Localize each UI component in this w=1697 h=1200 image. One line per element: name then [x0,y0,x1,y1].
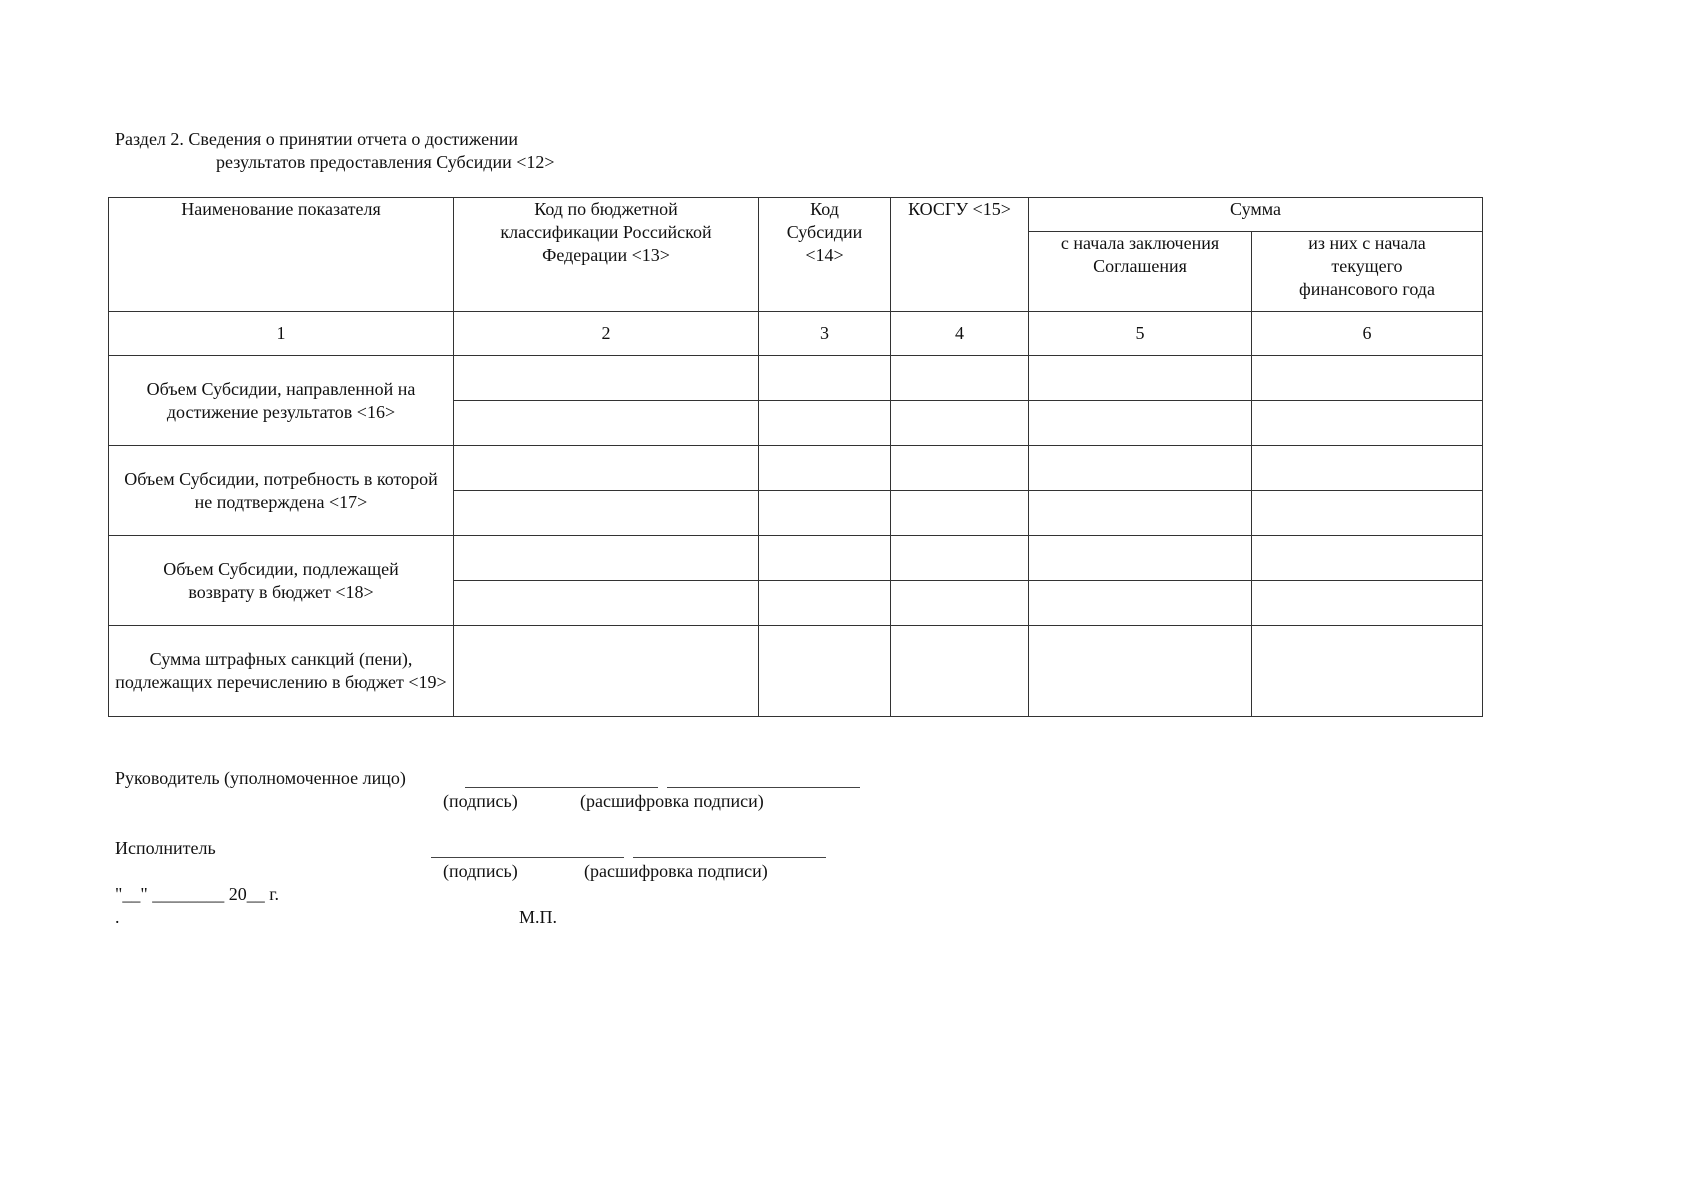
table-cell[interactable] [454,626,759,717]
table-cell[interactable] [1029,626,1252,717]
table-cell[interactable] [1252,401,1483,446]
head-decode-line[interactable] [667,787,860,788]
executor-label: Исполнитель [115,838,216,858]
stamp-placeholder: М.П. [519,907,558,927]
table-cell[interactable] [891,536,1029,581]
table-cell[interactable] [759,626,891,717]
report-table [108,197,1483,717]
executor-signature-caption: (подпись) [443,861,518,881]
head-signature-caption: (подпись) [443,791,518,811]
table-cell[interactable] [1252,491,1483,536]
table-cell[interactable] [1252,446,1483,491]
table-cell[interactable] [1252,581,1483,626]
row-label-penalties: Сумма штрафных санкций (пени), подлежащих перечислению в бюджет <19> [109,626,454,717]
header-subsidy-code: Код Субсидии <14> [759,198,891,312]
head-signature-line[interactable] [465,787,658,788]
column-number-2: 2 [454,312,759,356]
head-label: Руководитель (уполномоченное лицо) [115,768,406,788]
row-label-volume-unconfirmed: Объем Субсидии, потребность в которой не подтверждена <17> [109,446,454,536]
table-cell[interactable] [759,356,891,401]
date-line: "__" ________ 20__ г. [115,884,280,904]
header-kosgu: КОСГУ <15> [891,198,1029,312]
table-cell[interactable] [454,491,759,536]
table-cell[interactable] [454,356,759,401]
table-cell[interactable] [759,401,891,446]
table-cell[interactable] [759,536,891,581]
table-cell[interactable] [454,536,759,581]
header-budget-code: Код по бюджетной классификации Российской Федерации <13> [454,198,759,312]
column-number-5: 5 [1029,312,1252,356]
table-cell[interactable] [891,446,1029,491]
header-indicator-name: Наименование показателя [109,198,454,312]
table-cell[interactable] [454,446,759,491]
table-cell[interactable] [759,491,891,536]
table-cell[interactable] [1029,536,1252,581]
table-cell[interactable] [1029,446,1252,491]
table-cell[interactable] [1252,626,1483,717]
table-cell[interactable] [454,581,759,626]
header-current-year: из них с начала текущего финансового года [1252,232,1483,312]
table-cell[interactable] [1252,536,1483,581]
table-cell[interactable] [759,446,891,491]
table-cell[interactable] [1029,581,1252,626]
executor-signature-line[interactable] [431,857,624,858]
table-cell[interactable] [1029,491,1252,536]
table-cell[interactable] [1029,356,1252,401]
section-heading-line1: Раздел 2. Сведения о принятии отчета о достижении [115,129,518,149]
column-number-6: 6 [1252,312,1483,356]
row-label-volume-return: Объем Субсидии, подлежащей возврату в бюджет <18> [109,536,454,626]
column-number-3: 3 [759,312,891,356]
column-number-4: 4 [891,312,1029,356]
table-cell[interactable] [891,401,1029,446]
header-since-agreement: с начала заключения Соглашения [1029,232,1252,312]
executor-decode-line[interactable] [633,857,826,858]
table-cell[interactable] [454,401,759,446]
table-cell[interactable] [891,491,1029,536]
table-cell[interactable] [1029,401,1252,446]
column-number-1: 1 [109,312,454,356]
section-heading-line2: результатов предоставления Субсидии <12> [216,152,555,172]
table-cell[interactable] [891,626,1029,717]
row-label-volume-results: Объем Субсидии, направленной на достижение результатов <16> [109,356,454,446]
table-cell[interactable] [759,581,891,626]
table-cell[interactable] [891,581,1029,626]
table-cell[interactable] [1252,356,1483,401]
header-sum: Сумма [1029,198,1483,232]
table-cell[interactable] [891,356,1029,401]
head-decode-caption: (расшифровка подписи) [580,791,764,811]
dot-mark: . [115,907,120,927]
executor-decode-caption: (расшифровка подписи) [584,861,768,881]
